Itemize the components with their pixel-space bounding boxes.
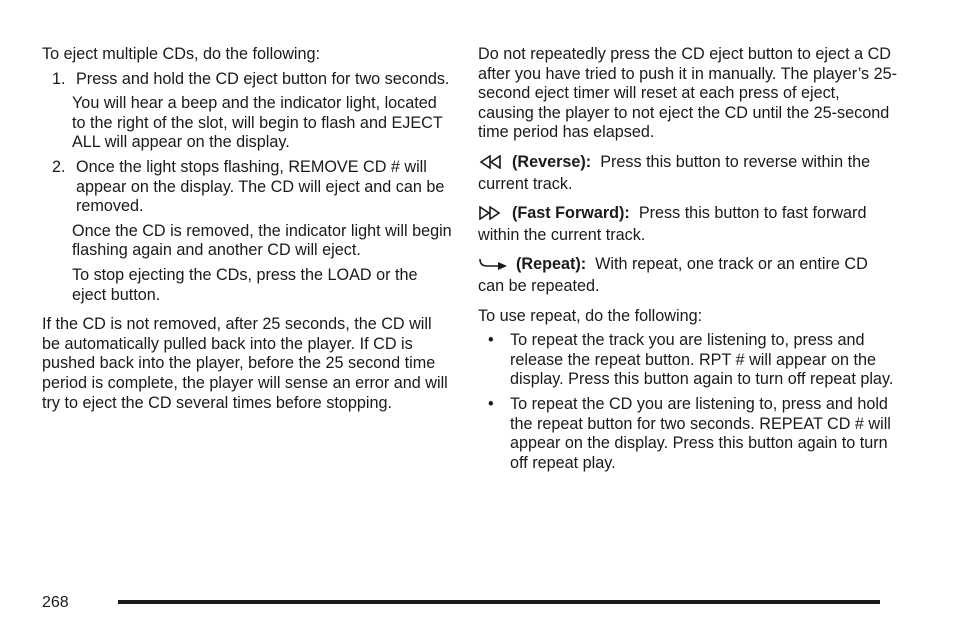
step-note: You will hear a beep and the indicator light, located to the right of the slot, will begin to flash and EJECT ALL will appear on the display.	[72, 94, 443, 152]
bullet-marker: •	[488, 331, 494, 350]
fast-forward-text: Press this button to fast forward within the current track.	[478, 204, 867, 244]
footer-rule	[118, 600, 880, 604]
step-note: To stop ejecting the CDs, press the LOAD or the eject button.	[72, 265, 418, 304]
closing-paragraph: If the CD is not removed, after 25 seconds, the CD will be automatically pulled back into the player. If CD is pushed back into the player, before the 25 second time period is complete, the player will sense an error and will try to eject the CD several times before stopping.	[42, 315, 448, 412]
list-item	[478, 331, 898, 390]
fast-forward-paragraph	[478, 204, 898, 245]
repeat-icon	[478, 257, 510, 277]
repeat-intro: To use repeat, do the following:	[478, 306, 703, 325]
right-column	[478, 45, 898, 473]
reverse-icon	[478, 155, 506, 175]
fast-forward-icon	[478, 206, 506, 226]
step-1	[42, 70, 452, 90]
bullet-marker: •	[488, 394, 494, 413]
reverse-label: (Reverse):	[512, 152, 592, 171]
bullet-text: To repeat the CD you are listening to, press and hold the repeat button for two seconds. REPEAT CD # will appear on the display. Press this button again to turn off repeat play.	[510, 394, 891, 472]
reverse-paragraph	[478, 153, 898, 194]
step-text: Once the light stops flashing, REMOVE CD # will appear on the display. The CD will eject and can be removed.	[76, 157, 445, 216]
step-text: Press and hold the CD eject button for two seconds.	[76, 69, 450, 88]
warning-paragraph: Do not repeatedly press the CD eject button to eject a CD after you have tried to push it in manually. The player’s 25-second eject timer will reset at each press of eject, causing the player to not eject the CD until the 25-second time period has elapsed.	[478, 45, 898, 142]
repeat-label: (Repeat):	[516, 255, 587, 274]
bullet-text: To repeat the track you are listening to, press and release the repeat button. RPT # will appear on the display. Press this button again to turn off repeat play.	[510, 331, 894, 389]
eject-intro: To eject multiple CDs, do the following:	[42, 45, 321, 63]
left-column	[42, 45, 452, 413]
step-note: Once the CD is removed, the indicator light will begin flashing again and another CD will eject.	[72, 221, 452, 260]
fast-forward-label: (Fast Forward):	[512, 204, 630, 223]
list-item	[478, 395, 898, 473]
step-number: 1.	[52, 69, 66, 88]
page-number: 268	[42, 594, 69, 611]
step-number: 2.	[52, 157, 66, 176]
repeat-text: With repeat, one track or an entire CD can be repeated.	[478, 255, 868, 295]
reverse-text: Press this button to reverse within the current track.	[478, 152, 871, 193]
step-2	[42, 158, 452, 217]
repeat-paragraph	[478, 255, 898, 296]
